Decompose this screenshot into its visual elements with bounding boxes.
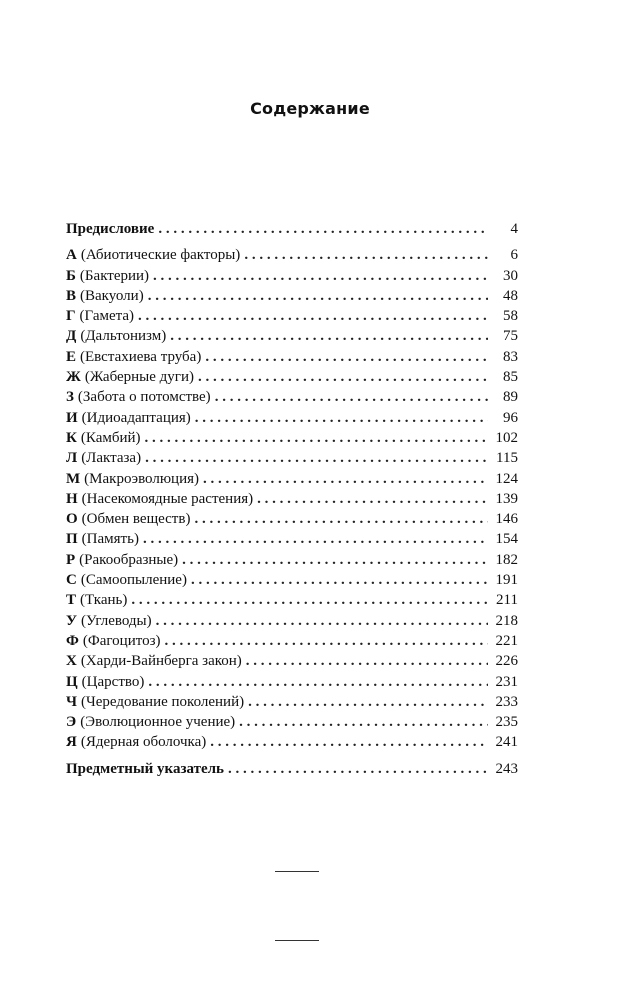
toc-entry-title: (Обмен веществ) — [81, 511, 191, 528]
toc-page-number: 96 — [503, 409, 518, 426]
toc-page-number: 115 — [496, 450, 518, 467]
toc-entry-title: (Абиотические факторы) — [80, 247, 241, 264]
toc-entry-title: (Самоопыление) — [80, 572, 187, 589]
toc-row[interactable] — [66, 732, 518, 752]
toc-entry-title: (Чередование поколений) — [81, 693, 245, 710]
toc-entry-title: (Жаберные дуги) — [84, 369, 194, 386]
toc-entry-title: (Бактерии) — [79, 267, 150, 284]
dot-leader — [244, 245, 488, 265]
toc-page-number: 241 — [495, 734, 518, 751]
toc-row[interactable] — [66, 651, 518, 671]
toc-page-number: 235 — [495, 714, 518, 731]
dot-leader — [191, 570, 488, 590]
toc-entry-title: (Царство) — [81, 673, 145, 690]
toc-entry-title: (Ядерная оболочка) — [80, 734, 207, 751]
toc-entry-letter: Р — [66, 551, 76, 568]
toc-page-number: 154 — [495, 531, 518, 548]
toc-entry-letter: А — [66, 247, 77, 264]
toc-entry-letter: З — [66, 389, 74, 406]
dot-leader — [210, 732, 488, 752]
toc-page-number: 4 — [510, 221, 518, 237]
dot-leader — [165, 631, 488, 651]
toc-row[interactable] — [66, 266, 518, 286]
toc-row[interactable] — [66, 367, 518, 387]
toc-row[interactable] — [66, 489, 518, 509]
toc-entry-title: Предисловие — [66, 221, 155, 237]
toc-entry-letter: О — [66, 511, 78, 528]
toc-entry-title: (Камбий) — [80, 429, 141, 446]
dot-leader — [195, 408, 488, 428]
toc-row[interactable] — [66, 408, 518, 428]
toc-row[interactable] — [66, 448, 518, 468]
toc-page-number: 243 — [495, 760, 518, 777]
page-title: Содержание — [250, 99, 370, 118]
divider-line — [275, 871, 319, 872]
toc-row-index[interactable] — [66, 759, 518, 779]
toc-row[interactable] — [66, 469, 518, 489]
dot-leader — [138, 306, 488, 326]
toc-row[interactable] — [66, 570, 518, 590]
toc-entry-title: Предметный указатель — [66, 760, 224, 777]
toc-entry-title: (Дальтонизм) — [80, 328, 167, 345]
toc-entry-letter: Л — [66, 450, 78, 467]
toc-entry-letter: С — [66, 572, 77, 589]
toc-entry-title: (Ракообразные) — [79, 551, 179, 568]
dot-leader — [170, 326, 488, 346]
dot-leader — [156, 611, 488, 631]
toc-page-number: 58 — [503, 308, 518, 325]
toc-entry-letter: П — [66, 531, 78, 548]
dot-leader — [182, 550, 488, 570]
toc-page-number: 146 — [495, 511, 518, 528]
toc-page-number: 6 — [510, 247, 518, 264]
toc-page-number: 218 — [495, 612, 518, 629]
dot-leader — [148, 286, 488, 306]
dot-leader — [228, 759, 488, 779]
toc-page-number: 139 — [495, 490, 518, 507]
dot-leader — [203, 469, 488, 489]
toc-entry-letter: Е — [66, 348, 77, 365]
divider-line — [275, 940, 319, 941]
toc-row[interactable] — [66, 428, 518, 448]
toc-entry-title: (Гамета) — [79, 308, 135, 325]
toc-row[interactable] — [66, 387, 518, 407]
toc-page-number: 124 — [495, 470, 518, 487]
toc-row[interactable] — [66, 631, 518, 651]
dot-leader — [246, 651, 488, 671]
toc-row[interactable] — [66, 672, 518, 692]
toc-entries — [66, 245, 518, 752]
toc-entry-letter: Ф — [66, 632, 79, 649]
toc-page-number: 231 — [495, 673, 518, 690]
toc-row[interactable] — [66, 550, 518, 570]
toc-page-number: 211 — [496, 592, 518, 609]
toc-page-number: 191 — [495, 572, 518, 589]
dot-leader — [148, 672, 488, 692]
toc-entry-title: (Память) — [81, 531, 139, 548]
toc-entry-letter: М — [66, 470, 81, 487]
toc-row[interactable] — [66, 529, 518, 549]
toc-page-number: 89 — [503, 389, 518, 406]
toc-row-preface[interactable] — [66, 219, 518, 239]
dot-leader — [143, 529, 488, 549]
toc-page-number: 182 — [495, 551, 518, 568]
dot-leader — [198, 367, 488, 387]
toc-page-number: 48 — [503, 287, 518, 304]
dot-leader — [205, 347, 488, 367]
toc-page-number: 83 — [503, 348, 518, 365]
dot-leader — [239, 712, 488, 732]
toc-entry-letter: Я — [66, 734, 77, 751]
toc-entry-title: (Забота о потомстве) — [77, 389, 211, 406]
dot-leader — [153, 266, 488, 286]
toc-entry-letter: К — [66, 429, 77, 446]
toc-row[interactable] — [66, 286, 518, 306]
toc-page-number: 233 — [495, 693, 518, 710]
toc-row[interactable] — [66, 611, 518, 631]
toc-entry-letter: Ч — [66, 693, 78, 710]
toc-row[interactable] — [66, 326, 518, 346]
toc-page-number: 30 — [503, 267, 518, 284]
toc-entry-letter: У — [66, 612, 78, 629]
toc-entry-letter: Б — [66, 267, 76, 284]
toc-entry-title: (Углеводы) — [81, 612, 152, 629]
dot-leader — [194, 509, 488, 529]
toc-entry-letter: И — [66, 409, 78, 426]
toc-entry-title: (Ткань) — [80, 592, 128, 609]
toc-page-number: 221 — [495, 632, 518, 649]
toc-row[interactable] — [66, 590, 518, 610]
toc-page-number: 75 — [503, 328, 518, 345]
toc-entry-letter: Х — [66, 653, 77, 670]
toc-entry-title: (Насекомоядные растения) — [81, 490, 254, 507]
toc-page-number: 226 — [495, 653, 518, 670]
dot-leader — [257, 489, 488, 509]
toc-entry-title: (Евстахиева труба) — [80, 348, 202, 365]
toc-entry-title: (Вакуоли) — [80, 287, 144, 304]
dot-leader — [145, 428, 488, 448]
table-of-contents — [66, 219, 518, 779]
dot-leader — [248, 692, 488, 712]
toc-entry-title: (Макроэволюция) — [84, 470, 199, 487]
toc-entry-letter: Н — [66, 490, 78, 507]
toc-entry-letter: Ц — [66, 673, 78, 690]
dot-leader — [145, 448, 488, 468]
toc-page-number: 102 — [495, 429, 518, 446]
dot-leader — [158, 219, 488, 239]
toc-row[interactable] — [66, 712, 518, 732]
dot-leader — [131, 590, 488, 610]
toc-entry-letter: Г — [66, 308, 76, 325]
toc-entry-title: (Фагоцитоз) — [82, 632, 161, 649]
toc-page-number: 85 — [503, 369, 518, 386]
toc-row[interactable] — [66, 509, 518, 529]
toc-entry-letter: В — [66, 287, 77, 304]
toc-entry-letter: Т — [66, 592, 77, 609]
toc-entry-letter: Ж — [66, 369, 81, 386]
toc-entry-title: (Идиоадаптация) — [81, 409, 191, 426]
toc-row[interactable] — [66, 692, 518, 712]
toc-entry-title: (Лактаза) — [81, 450, 142, 467]
toc-entry-letter: Э — [66, 714, 77, 731]
toc-entry-title: (Эволюционное учение) — [80, 714, 236, 731]
dot-leader — [215, 387, 488, 407]
toc-entry-letter: Д — [66, 328, 77, 345]
toc-entry-title: (Харди-Вайнберга закон) — [80, 653, 242, 670]
toc-row[interactable] — [66, 347, 518, 367]
toc-row[interactable] — [66, 306, 518, 326]
toc-row[interactable] — [66, 245, 518, 265]
